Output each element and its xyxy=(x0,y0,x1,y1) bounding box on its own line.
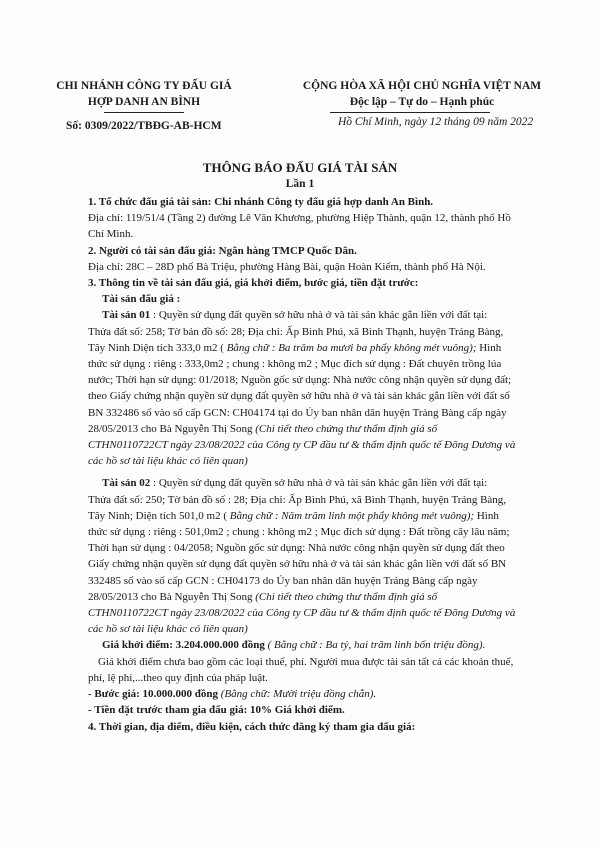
asset-2-line-8b: (Chi tiết theo chứng thư thẩm định giá số xyxy=(255,590,438,603)
asset-1-label: Tài sản 01 xyxy=(102,309,151,322)
asset-1-line-2: Thửa đất số: 258; Tờ bản đồ số: 28; Địa chỉ: Ấp Bình Phú, xã Bình Thạnh, huyện Trảng Bàng, xyxy=(88,325,504,338)
national-header xyxy=(272,78,572,110)
asset-1-line-8b: (Chi tiết theo chứng thư thẩm định giá số xyxy=(255,422,438,435)
asset-1-block xyxy=(88,307,546,469)
section-2-heading: 2. Người có tài sản đấu giá: Ngân hàng TMCP Quốc Dân. xyxy=(88,244,357,257)
asset-2-label: Tài sản 02 xyxy=(102,477,151,490)
section-1-address-2: Chí Minh. xyxy=(88,228,134,241)
start-price: Giá khởi điểm: 3.204.000.000 đồng xyxy=(102,639,265,652)
asset-2-area-words: Bằng chữ : Năm trăm linh một phẩy không mét vuông); xyxy=(229,509,475,522)
asset-2-block xyxy=(88,475,546,637)
asset-1-area-words: Bằng chữ : Ba trăm ba mươi ba phẩy không mét vuông); xyxy=(226,341,477,354)
issuer-line-2: HỢP DANH AN BÌNH xyxy=(87,96,201,108)
price-step-words: (Bằng chữ: Mười triệu đồng chẵn). xyxy=(218,688,377,701)
asset-1-line-3c: Hình xyxy=(476,341,502,354)
section-3-heading: 3. Thông tin về tài sản đấu giá, giá khởi điểm, bước giá, tiền đặt trước: xyxy=(88,277,419,290)
price-step: - Bước giá: 10.000.000 đồng xyxy=(88,688,219,701)
section-1-address-1: Địa chỉ: 119/51/4 (Tầng 2) đường Lê Văn Khương, phường Hiệp Thành, quận 12, thành phố Hồ xyxy=(88,212,511,225)
asset-2-line-2: Thửa đất số: 250; Tờ bản đồ số : 28; Địa chỉ: Ấp Bình Phú, xã Bình Thạnh, huyện Trảng Bàng, xyxy=(88,493,507,506)
asset-1-line-6: theo Giấy chứng nhận quyền sử dụng đất quyền sở hữu nhà ở và tài sản khác gắn liền với đất số xyxy=(88,390,510,403)
asset-1-line-7: BN 332486 số vào số cấp GCN: CH04174 tại do Ủy ban nhân dân huyện Trảng Bàng cấp ngày xyxy=(88,406,507,419)
issuer-underline xyxy=(104,112,184,113)
section-2-address: Địa chỉ: 28C – 28D phố Bà Triệu, phường Hàng Bài, quận Hoàn Kiếm, thành phố Hà Nội. xyxy=(88,260,486,273)
nation-motto: Độc lập – Tự do – Hạnh phúc xyxy=(349,96,495,108)
document-date: Hồ Chí Minh, ngày 12 tháng 09 năm 2022 xyxy=(338,116,534,128)
motto-underline xyxy=(330,112,490,113)
asset-2-line-1: : Quyền sử dụng đất quyền sở hữu nhà ở và tài sản khác gắn liền với đất tại: xyxy=(150,477,488,490)
asset-2-line-3a: Tây Ninh; Diện tích 501,0 m2 ( xyxy=(88,509,230,522)
asset-2-line-5: Thời hạn sử dụng : 04/2058; Nguồn gốc sử dụng: Nhà nước công nhận quyền sử dụng đất theo xyxy=(88,542,505,555)
asset-2-line-8a: 28/05/2013 cho Bà Nguyễn Thị Song xyxy=(88,590,256,603)
document-title: THÔNG BÁO ĐẤU GIÁ TÀI SẢN xyxy=(202,160,398,175)
asset-1-line-4: thức sử dụng : riêng : 333,0m2 ; chung : không m2 ; Mục đích sử dụng : Đất chuyên trồng lúa xyxy=(88,358,502,371)
asset-1-line-8a: 28/05/2013 cho Bà Nguyễn Thị Song xyxy=(88,422,256,435)
asset-2-line-9: CTHN0110722CT ngày 23/08/2022 của Công ty CP đầu tư & thẩm định quốc tế Đông Dương và xyxy=(88,607,516,620)
document-number: Số: 0309/2022/TBĐG-AB-HCM xyxy=(66,120,222,132)
asset-1-line-3a: Tây Ninh Diện tích 333,0 m2 ( xyxy=(88,341,227,354)
price-note-1: Giá khởi điểm chưa bao gồm các loại thuế, phí. Người mua được tài sản tất cả các khoản thuế, xyxy=(98,655,514,668)
document-subtitle: Lần 1 xyxy=(285,178,315,190)
asset-2-line-6: Giấy chứng nhận quyền sử dụng đất quyền sở hữu nhà ở và tài sản khác gắn liền với đất số BN xyxy=(88,558,507,571)
asset-2-line-10: các hồ sơ tài liệu khác có liên quan) xyxy=(88,623,248,636)
document-body xyxy=(88,194,546,735)
asset-1-line-10: các hồ sơ tài liệu khác có liên quan) xyxy=(88,455,248,468)
section-4-heading: 4. Thời gian, địa điểm, điều kiện, cách thức đăng ký tham gia đấu giá: xyxy=(88,720,416,733)
section-1-heading: 1. Tổ chức đấu giá tài sản: Chi nhánh Công ty đấu giá hợp danh An Bình. xyxy=(88,196,434,208)
asset-1-line-5: nước; Thời hạn sử dụng: 01/2018; Nguồn gốc sử dụng: Nhà nước công nhận quyền sử dụng đất; xyxy=(88,374,512,387)
deposit-line: - Tiền đặt trước tham gia đấu giá: 10% Giá khởi điểm. xyxy=(88,704,345,717)
asset-2-line-4: thức sử dụng : riêng : 501,0m2 ; chung : không m2 ; Mục đích sử dụng : Đất trồng cây lâu năm; xyxy=(88,526,510,539)
asset-2-line-7: 332485 số vào số cấp GCN : CH04173 do Ủy ban nhân dân huyện Trảng Bàng cấp ngày xyxy=(88,574,478,587)
nation-line-1: CỘNG HÒA XÃ HỘI CHỦ NGHĨA VIỆT NAM xyxy=(302,80,542,92)
issuer-header xyxy=(44,78,244,110)
asset-1-line-1: : Quyền sử dụng đất quyền sở hữu nhà ở và tài sản khác gắn liền với đất tại: xyxy=(150,309,488,322)
asset-1-line-9: CTHN0110722CT ngày 23/08/2022 của Công ty CP đầu tư & thẩm định quốc tế Đông Dương và xyxy=(88,439,516,452)
assets-label: Tài sản đấu giá : xyxy=(102,293,181,306)
price-note-2: phí, lệ phí,...theo quy định của pháp luật. xyxy=(88,671,268,684)
issuer-line-1: CHI NHÁNH CÔNG TY ĐẤU GIÁ xyxy=(56,80,232,92)
start-price-words: ( Bằng chữ : Ba tỷ, hai trăm linh bốn triệu đồng). xyxy=(264,639,486,652)
asset-2-line-3c: Hình xyxy=(474,509,499,522)
